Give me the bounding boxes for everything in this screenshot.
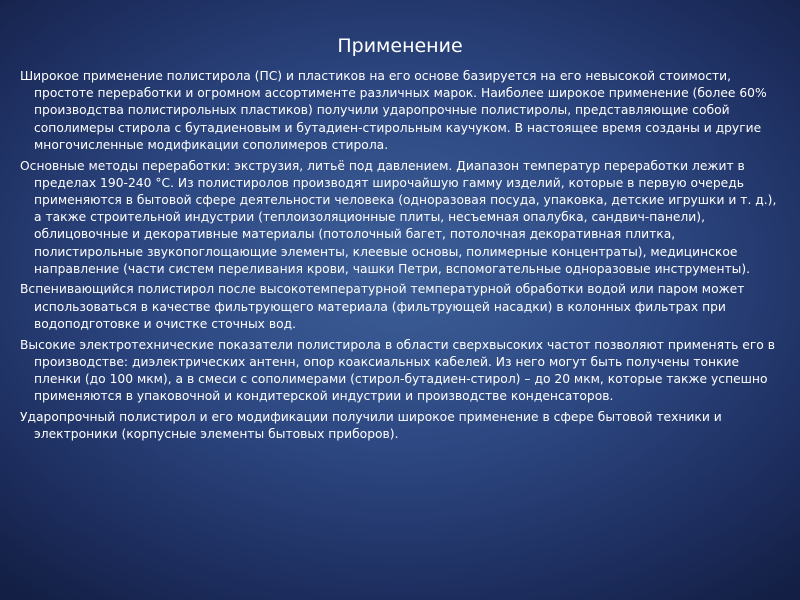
paragraph-usage-overview: Широкое применение полистирола (ПС) и пластиков на его основе базируется на его невысокой стоимости, простоте переработки и огромном ассортименте различных марок. Наиболее широкое применение (более 60% производства полистирольных пластиков) получили ударопрочные полистиролы, представляющие собой сополимеры стирола с бутадиеновым и бутадиен-стирольным каучуком. В настоящее время созданы и другие многочисленные модификации сополимеров стирола.	[20, 69, 767, 152]
paragraph-impact-polystyrene: Ударопрочный полистирол и его модификации получили широкое применение в сфере бытовой техники и электроники (корпусные элементы бытовых приборов).	[20, 409, 722, 442]
slide-title: Применение	[337, 35, 463, 57]
paragraph-processing-methods: Основные методы переработки: экструзия, литьё под давлением. Диапазон температур переработки лежит в пределах 190-240 °С. Из полистиролов производят широчайшую гамму изделий, которые в первую очередь применяются в бытовой сфере деятельности человека (одноразовая посуда, упаковка, детские игрушки и т. д.), а также строительной индустрии (теплоизоляционные плиты, несъемная опалубка, сандвич-панели), облицовочные и декоративные материалы (потолочный багет, потолочная декоративная плитка, полистирольные звукопоглощающие элементы, клеевые основы, полимерные концентраты), медицинское направление (части систем переливания крови, чашки Петри, вспомогательные одноразовые инструменты).	[20, 158, 777, 276]
paragraph-electrical-properties: Высокие электротехнические показатели полистирола в области сверхвысоких частот позволяют применять его в производстве: диэлектрических антенн, опор коаксиальных кабелей. Из него могут быть получены тонкие пленки (до 100 мкм), а в смеси с сополимерами (стирол-бутадиен-стирол) – до 20 мкм, которые также успешно применяются в упаковочной и кондитерской индустрии и производстве конденсаторов.	[20, 337, 775, 404]
slide-body	[20, 68, 778, 447]
paragraph-foamed-polystyrene: Вспенивающийся полистирол после высокотемпературной температурной обработки водой или паром может использоваться в качестве фильтрующего материала (фильтрующей насадки) в колонных фильтрах при водоподготовке и очистке сточных вод.	[20, 282, 745, 331]
